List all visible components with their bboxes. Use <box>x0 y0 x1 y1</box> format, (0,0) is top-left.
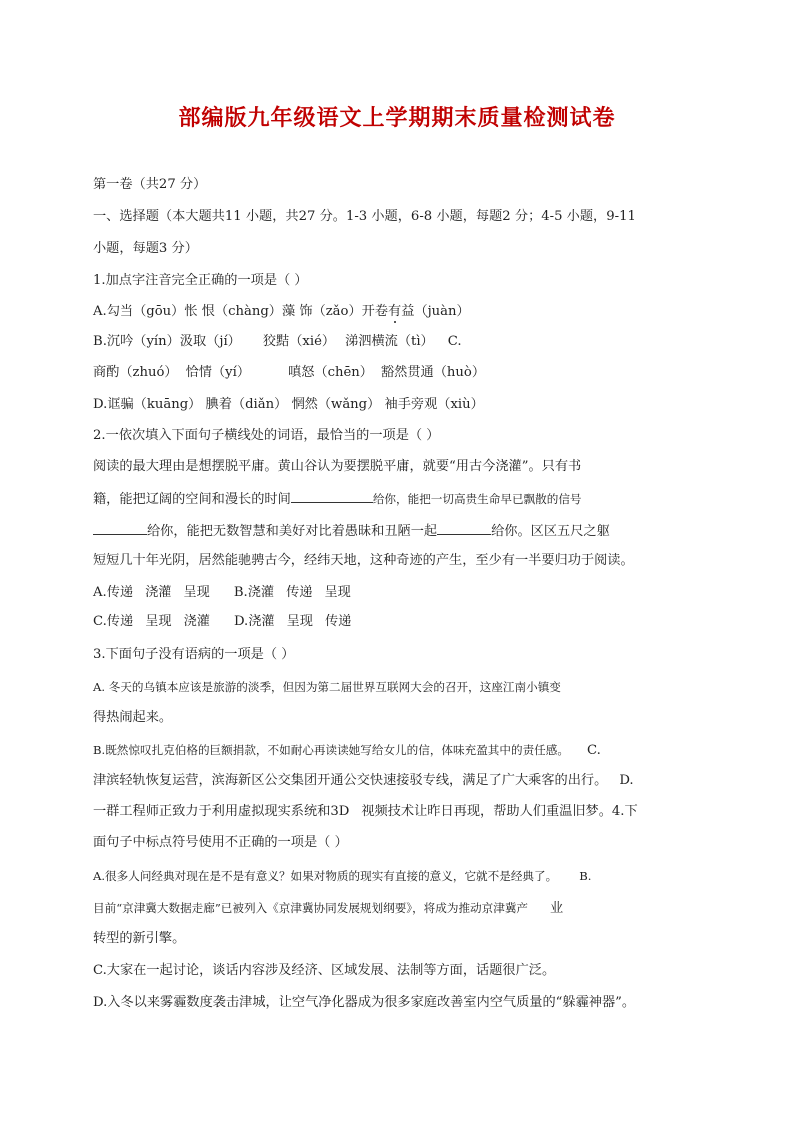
q3-c-text: 津滨轻轨恢复运营，滨海新区公交集团开通公交快速接驳专线，满足了广大乘客的出行。 <box>93 773 608 788</box>
dotted-char: 有 <box>388 304 402 319</box>
q2-a-2: 浇灌 <box>145 585 172 600</box>
q4-b-text: 目前“京津冀大数据走廊”已被列入《京津冀协同发展规划纲要》，将成为推动京津冀产 <box>93 901 529 915</box>
q2-p3-text2: 给你。区区五尺之躯 <box>491 524 610 539</box>
q3-stem: 3.下面句子没有语病的一项是（ ） <box>93 647 295 662</box>
q2-b-2: 传递 <box>286 585 313 600</box>
q1-c-part1: 商酌（zhuó） <box>93 365 178 380</box>
q2-p2-text1: 籍，能把辽阔的空间和漫长的时间 <box>93 492 291 507</box>
q3-option-a-line1: A. 冬天的乌镇本应该是旅游的淡季，但因为第二届世界互联网大会的召开，这座江南小镇变 <box>93 680 561 694</box>
q3-d-text2: 视频技术让昨日再现，帮助人们重温旧梦。4.下 <box>361 804 638 819</box>
q2-options-ab <box>93 584 351 602</box>
fill-blank <box>437 521 491 535</box>
q2-passage-line4: 短短几十年光阴，居然能驰骋古今，经纬天地，这种奇迹的产生，至少有一半要归功于阅读。 <box>93 553 634 568</box>
q1-option-c <box>93 364 485 382</box>
q1-option-b <box>93 333 462 351</box>
q2-b-3: 呈现 <box>324 585 351 600</box>
part-heading: 第一卷（共27 分） <box>93 177 207 192</box>
q1-option-d: D.诓骗（kuāng） 腆着（diǎn） 惘然（wǎng） 袖手旁观（xiù） <box>93 397 484 412</box>
q2-p2-text2: 给你，能把一切高贵生命早已飘散的信号 <box>372 492 582 506</box>
fill-blank <box>93 521 147 535</box>
q4-option-b-line2: 转型的新引擎。 <box>93 931 186 946</box>
q3-option-a-line2: 得热闹起来。 <box>93 710 173 725</box>
q2-passage-line1: 阅读的最大理由是想摆脱平庸。黄山谷认为要摆脱平庸，就要“用古今浇灌”。只有书 <box>93 459 582 474</box>
q2-d-1: D.浇灌 <box>233 614 275 629</box>
q1-b-part1: B.沉吟（yín）汲取（jí） <box>93 334 241 349</box>
q3-option-d-line1 <box>93 803 638 821</box>
q2-passage-line2 <box>93 489 582 509</box>
q4-option-d: D.入冬以来雾霾数度袭击津城，让空气净化器成为很多家庭改善室内空气质量的“躲霾神器”。 <box>93 995 636 1010</box>
q2-options-cd <box>93 613 351 631</box>
q3-option-b <box>93 741 601 760</box>
q1-option-a-text: A.勾当（gōu）怅 恨（chàng）藻 饰（zǎo）开卷 <box>93 304 389 319</box>
q4-stem: 面句子中标点符号使用不正确的一项是（ ） <box>93 835 348 850</box>
q1-c-part2: 恰情（yí） <box>185 365 251 380</box>
q1-b-part3: 涕泗横流（tì） <box>345 334 434 349</box>
q2-passage-line3 <box>93 521 610 541</box>
q2-b-1: B.浇灌 <box>233 585 275 600</box>
q2-c-1: C.传递 <box>93 614 134 629</box>
section-heading-line1: 一、选择题（本大题共11 小题，共27 分。1-3 小题，6-8 小题，每题2 分；4-5 小题，9-11 <box>93 209 636 224</box>
q4-b-tail: 业 <box>550 901 564 916</box>
q1-c-part3: 嗔怒（chēn） <box>288 365 373 380</box>
q4-a-text: A.很多人问经典对现在是不是有意义？如果对物质的现实有直接的意义，它就不是经典了。 <box>93 869 558 883</box>
q1-b-part2: 狡黠（xié） <box>262 334 336 349</box>
page-title: 部编版九年级语文上学期期末质量检测试卷 <box>178 105 616 131</box>
q1-c-part4: 豁然贯通（huò） <box>380 365 486 380</box>
q2-d-2: 呈现 <box>286 614 313 629</box>
q2-c-2: 呈现 <box>145 614 172 629</box>
q4-b-label: B. <box>579 869 592 883</box>
q3-d-label: D. <box>619 773 634 788</box>
q3-d-text1: 一群工程师正致力于利用虚拟现实系统和3D <box>93 804 350 819</box>
q3-b-text: B.既然惊叹扎克伯格的巨额捐款，不如耐心再读读她写给女儿的信，体味充盈其中的责任感。 <box>93 743 569 757</box>
q3-c-label: C. <box>586 743 601 758</box>
q2-a-3: 呈现 <box>183 585 210 600</box>
section-heading-line2: 小题，每题3 分） <box>93 241 198 256</box>
q2-a-1: A.传递 <box>93 585 134 600</box>
fill-blank <box>291 489 373 503</box>
q4-option-c: C.大家在一起讨论，谈话内容涉及经济、区域发展、法制等方面，话题很广泛。 <box>93 963 556 978</box>
q2-stem: 2.一依次填入下面句子横线处的词语，最恰当的一项是（ ） <box>93 428 440 443</box>
q1-option-a-tail: 益（juàn） <box>401 304 470 319</box>
q1-stem: 1.加点字注音完全正确的一项是（ ） <box>93 273 308 288</box>
q4-option-a <box>93 867 591 886</box>
q1-c-label: C. <box>447 334 462 349</box>
q1-option-a <box>93 303 470 321</box>
q2-c-3: 浇灌 <box>183 614 210 629</box>
q2-p3-text1: 给你，能把无数智慧和美好对比着愚昧和丑陋一起 <box>147 524 438 539</box>
q2-d-3: 传递 <box>324 614 352 629</box>
q3-option-c <box>93 772 634 790</box>
q4-option-b-line1 <box>93 899 563 918</box>
